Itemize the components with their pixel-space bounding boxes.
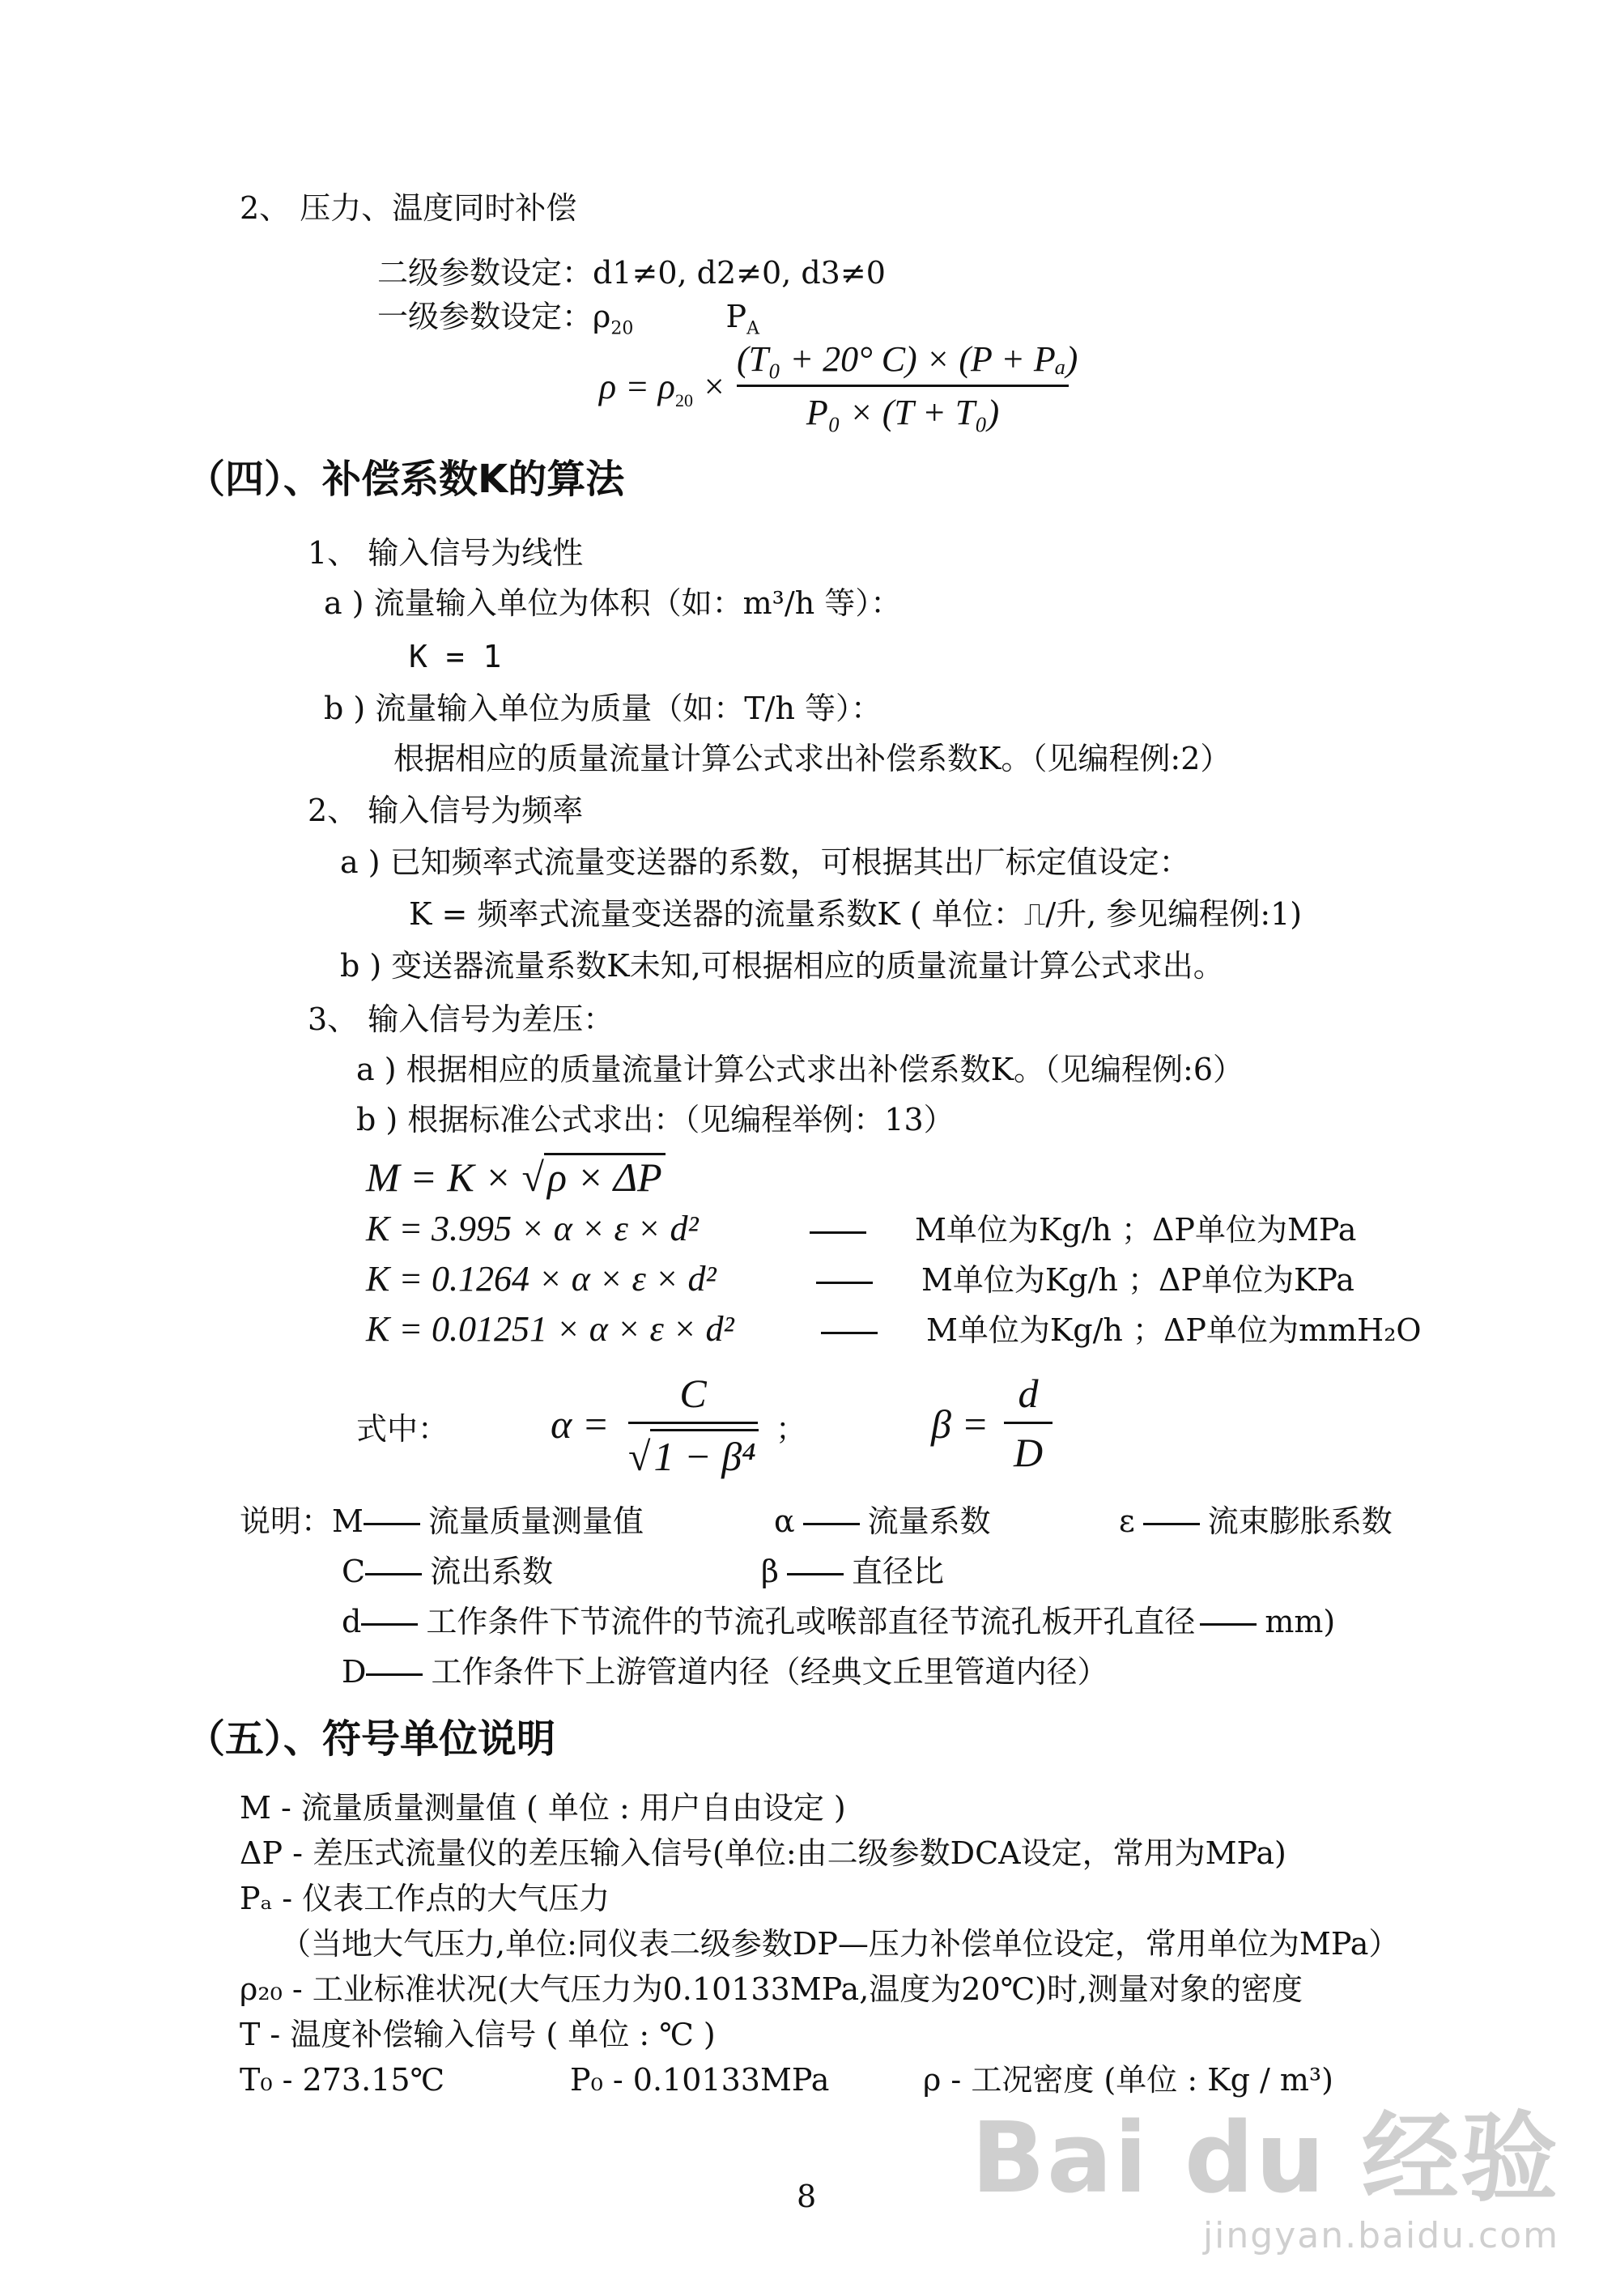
params1-rho-sub: 20 xyxy=(610,318,634,339)
item-1a: a ) 流量输入单位为体积（如：m³/h 等）： xyxy=(324,585,902,621)
item-1a-k: K = 1 xyxy=(409,639,502,674)
fraction-bar xyxy=(737,385,1069,387)
shizhong-label: 式中： xyxy=(356,1411,449,1447)
beta-lhs: β = xyxy=(931,1401,989,1447)
beta-numerator: d xyxy=(1018,1371,1039,1416)
params-level1 xyxy=(377,301,759,338)
legend-row-1: 说明：M 流量质量测量值 xyxy=(240,1503,644,1539)
params1-rho: ρ xyxy=(593,299,611,334)
unit-line-rho: ρ - 工况密度 (单位 : Kg / m³) xyxy=(923,2062,1333,2098)
formula-separator: ； xyxy=(776,1411,807,1447)
unit-line-dP: ΔP - 差压式流量仪的差压输入信号(单位:由二级参数DCA设定，常用为MPa) xyxy=(240,1835,1286,1871)
k-formula-2-note: M单位为Kg/h ；ΔP单位为KPa xyxy=(808,1265,1354,1295)
item-2a-k: K = 频率式流量变送器的流量系数K ( 单位：⎍/升, 参见编程例:1) xyxy=(409,896,1303,932)
legend-C: C 流出系数 xyxy=(342,1554,554,1589)
legend-beta: β 直径比 xyxy=(761,1554,944,1589)
item-1: 1、 输入信号为线性 xyxy=(308,535,584,571)
item-3: 3、 输入信号为差压： xyxy=(308,1001,615,1037)
legend-d: d 工作条件下节流件的节流孔或喉部直径节流孔板开孔直径 mm) xyxy=(342,1604,1336,1639)
item-1b-desc: 根据相应的质量流量计算公式求出补偿系数K。（见编程例:2） xyxy=(393,741,1231,776)
unit-line-T: T - 温度补偿输入信号 ( 单位 : ℃ ) xyxy=(240,2017,716,2052)
k-formula-1: K = 3.995 × α × ε × d² xyxy=(366,1209,699,1248)
params1-p-sub: A xyxy=(746,318,760,339)
item-1b: b ) 流量输入单位为质量（如：T/h 等）： xyxy=(324,691,882,726)
params1-label: 一级参数设定： xyxy=(377,299,593,334)
watermark-brand: Bai du 经验 xyxy=(971,2103,1559,2215)
item-3a: a ) 根据相应的质量流量计算公式求出补偿系数K。（见编程例:6） xyxy=(356,1052,1244,1087)
k-formula-3: K = 0.01251 × α × ε × d² xyxy=(366,1309,734,1349)
legend-alpha: α 流量系数 xyxy=(774,1503,991,1539)
desc-M: 流量质量测量值 xyxy=(427,1503,644,1539)
density-formula-numerator: (T₀ + 20° C) × (P + Pₐ) xyxy=(737,339,1078,379)
unit-line-M: M - 流量质量测量值 ( 单位 : 用户自由设定 ) xyxy=(240,1790,846,1826)
alpha-lhs: α = xyxy=(551,1401,610,1447)
unit-line-rho20: ρ₂₀ - 工业标准状况(大气压力为0.10133MPa,温度为20℃)时,测量对象的密度 xyxy=(240,1971,1303,2007)
beta-fraction xyxy=(1004,1370,1053,1476)
k-formula-2: K = 0.1264 × α × ε × d² xyxy=(366,1259,717,1299)
density-formula-lhs: $\rho = \rho_{20}$ × xyxy=(599,367,726,410)
unit-line-P0: P₀ - 0.10133MPa xyxy=(570,2062,830,2098)
item-2b: b ) 变送器流量系数K未知,可根据相应的质量流量计算公式求出。 xyxy=(340,948,1224,984)
density-formula-fraction xyxy=(737,338,1078,433)
section-2-title: 2、 压力、温度同时补偿 xyxy=(240,190,577,226)
legend-D: D 工作条件下上游管道内径（经典文丘里管道内径） xyxy=(342,1654,1108,1690)
params1-p: P xyxy=(725,299,747,334)
sqrt-sign: √ xyxy=(521,1154,544,1200)
item-3b: b ) 根据标准公式求出：（见编程举例：13） xyxy=(356,1102,955,1137)
k-formula-3-note: M单位为Kg/h ；ΔP单位为mmH₂O xyxy=(813,1315,1422,1346)
unit-line-T0: T₀ - 273.15℃ xyxy=(240,2062,445,2098)
page-number: 8 xyxy=(797,2179,817,2214)
params-level2: 二级参数设定：d1≠0, d2≠0, d3≠0 xyxy=(377,255,886,291)
alpha-denominator: √1 − β⁴ xyxy=(628,1429,758,1480)
sqrt-content: ρ × ΔP xyxy=(544,1153,666,1197)
alpha-numerator: C xyxy=(679,1371,707,1416)
item-2: 2、 输入信号为频率 xyxy=(308,793,584,828)
em-dash xyxy=(821,1332,878,1334)
unit-line-PA: Pₐ - 仪表工作点的大气压力 xyxy=(240,1881,610,1916)
mass-flow-formula: M = K × √ρ × ΔP xyxy=(366,1153,666,1197)
k-formula-1-note: M单位为Kg/h ；ΔP单位为MPa xyxy=(802,1214,1356,1245)
alpha-fraction xyxy=(628,1370,758,1480)
density-formula-denominator: P₀ × (T + T₀) xyxy=(806,393,1000,432)
watermark-url: jingyan.baidu.com xyxy=(1202,2215,1559,2256)
em-dash xyxy=(810,1231,866,1234)
legend-epsilon: ε 流束膨胀系数 xyxy=(1119,1503,1393,1539)
baidu-watermark xyxy=(972,2081,1559,2256)
item-2a: a ) 已知频率式流量变送器的系数，可根据其出厂标定值设定： xyxy=(340,844,1190,880)
symbol-M: M xyxy=(332,1503,364,1539)
beta-denominator: D xyxy=(1013,1430,1044,1475)
em-dash xyxy=(816,1282,873,1284)
unit-line-PA-note: （当地大气压力,单位:同仪表二级参数DP—压力补偿单位设定，常用单位为MPa） xyxy=(280,1926,1400,1962)
section-5-heading: （五）、符号单位说明 xyxy=(186,1716,556,1762)
section-4-heading: （四）、补偿系数K的算法 xyxy=(186,457,625,502)
